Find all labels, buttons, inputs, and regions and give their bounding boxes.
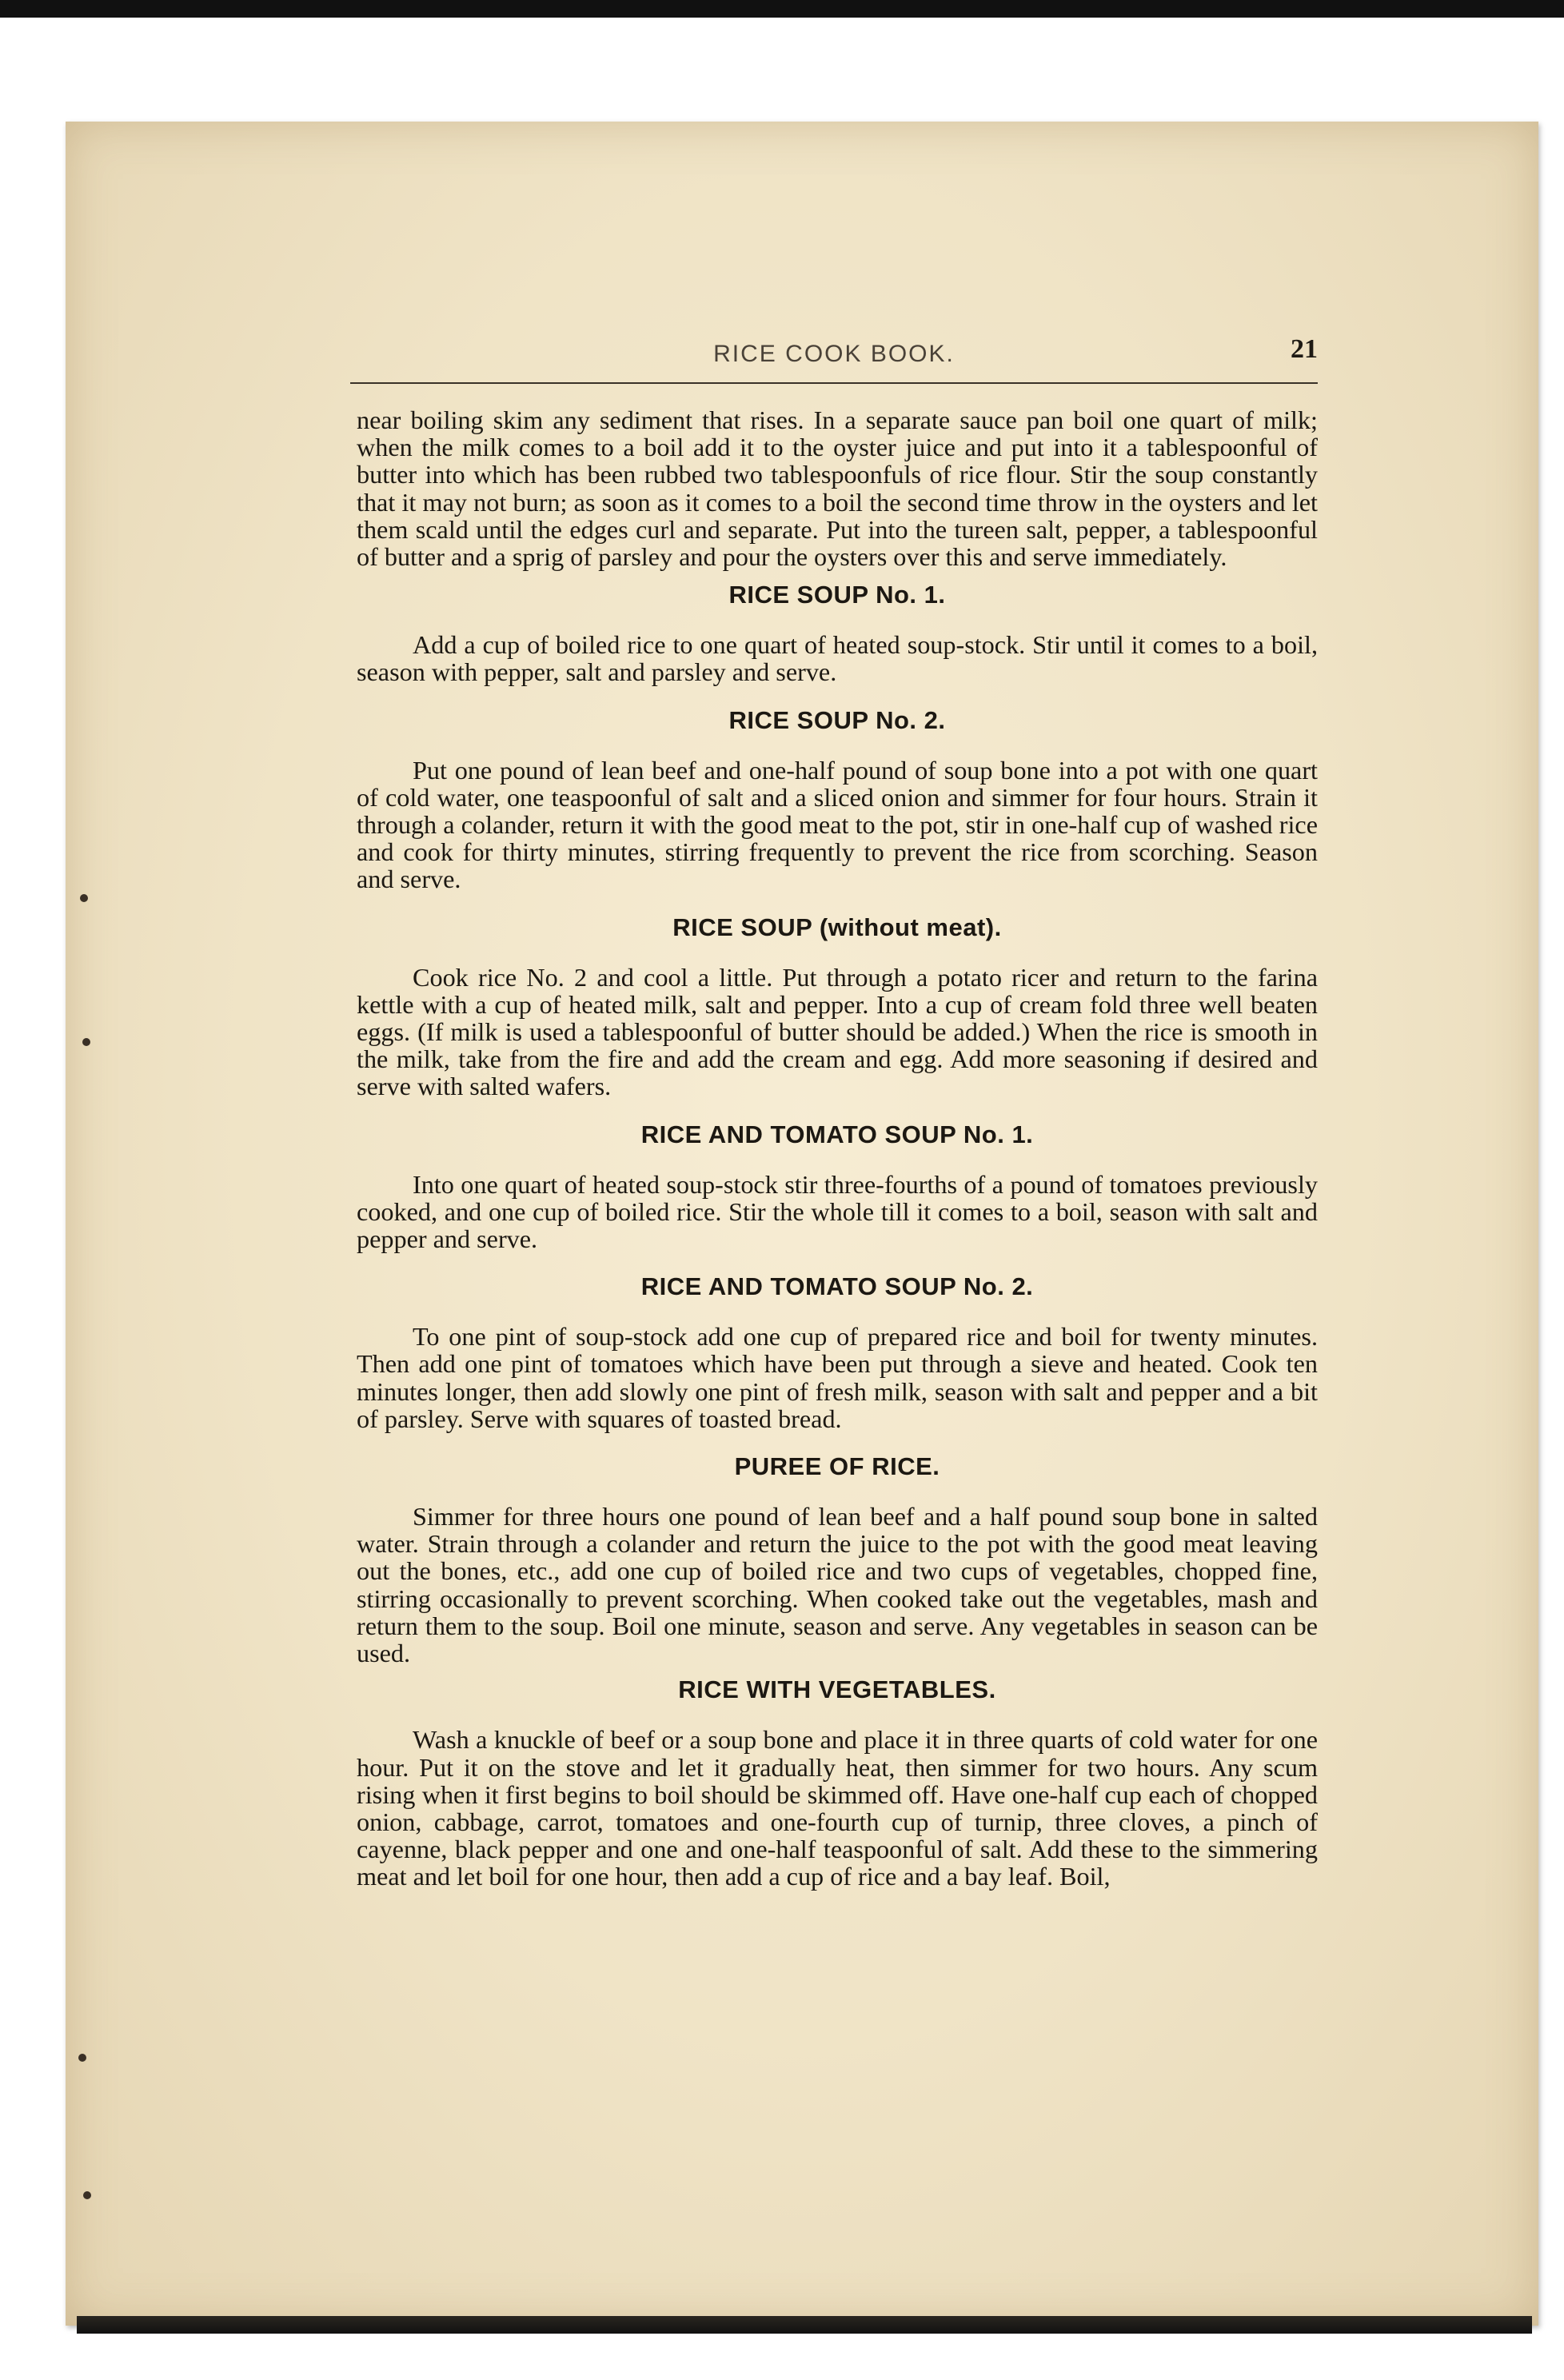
recipe-title: PUREE OF RICE.	[734, 1452, 940, 1481]
recipe-title: RICE AND TOMATO SOUP No. 1.	[640, 1120, 1034, 1148]
binding-hole	[78, 2054, 86, 2062]
recipe-title: RICE WITH VEGETABLES.	[678, 1675, 996, 1704]
recipe-text: Put one pound of lean beef and one-half pound of soup bone into a pot with one quart of cold water, one teaspoonful of salt and a sliced onion and simmer for four hours. Strain it through a colander, return it with the good meat to the pot, stir in one-half cup of washed rice and cook for thirty minutes, stirring frequently to prevent the rice from scorching. Season and serve.	[357, 755, 1318, 894]
page-number: 21	[1291, 334, 1318, 364]
binding-hole	[80, 894, 88, 902]
recipe-text: Wash a knuckle of beef or a soup bone and place it in three quarts of cold water for one hour. Put it on the stove and let it gradually heat, then simmer for two hours. Any scum rising when it first begins to boil should be skimmed off. Have one-half cup each of chopped onion, cabbage, carrot, tomatoes and one-fourth cup of turnip, three cloves, a pinch of cayenne, black pepper and one and one-half teaspoonful of salt. Add these to the simmering meat and let boil for one hour, then add a cup of rice and a bay leaf. Boil,	[357, 1725, 1318, 1891]
page-bottom-edge	[77, 2316, 1532, 2334]
recipe-title: RICE AND TOMATO SOUP No. 2.	[640, 1272, 1034, 1301]
binding-hole	[83, 2191, 91, 2199]
running-title: RICE COOK BOOK.	[713, 341, 955, 367]
recipe-text: Into one quart of heated soup-stock stir three-fourths of a pound of tomatoes previously cooked, and one cup of boiled rice. Stir the whole till it comes to a boil, season with salt and pepper and serve.	[357, 1169, 1318, 1254]
page-header	[350, 334, 1318, 384]
intro-paragraph: near boiling skim any sediment that rises. In a separate sauce pan boil one quart of milk; when the milk comes to a boil add it to the oyster juice and put into it a tablespoonful of butter into which has been rubbed two tablespoonfuls of rice flour. Stir the soup constantly that it may not burn; as soon as it comes to a boil the second time throw in the oysters and let them scald until the edges curl and separate. Put into the tureen salt, pepper, a tablespoonful of butter and a sprig of parsley and pour the oysters over this and serve immediately.	[357, 405, 1318, 572]
recipe-title: RICE SOUP No. 1.	[728, 581, 946, 609]
scan-top-border	[0, 0, 1564, 18]
recipe-text: Simmer for three hours one pound of lean beef and a half pound soup bone in salted water. Strain through a colander and return the juice to the pot with the good meat leaving out the bones, etc., add one cup of boiled rice and two cups of vegetables, chopped fine, stirring occasionally to prevent scorching. When cooked take out the vegetables, mash and return them to the soup. Boil one minute, season and serve. Any vegetables in season can be used.	[357, 1502, 1318, 1668]
recipe-text: To one pint of soup-stock add one cup of prepared rice and boil for twenty minutes. Then add one pint of tomatoes which have been put through a sieve and heated. Cook ten minutes longer, then add slowly one pint of fresh milk, season with salt and pepper and a bit of parsley. Serve with squares of toasted bread.	[357, 1322, 1318, 1433]
recipe-title: RICE SOUP (without meat).	[672, 912, 1002, 941]
recipe-text: Cook rice No. 2 and cool a little. Put through a potato ricer and return to the farina kettle with a cup of heated milk, salt and pepper. Into a cup of cream fold three well beaten eggs. (If milk is used a tablespoonful of butter should be added.) When the rice is smooth in the milk, take from the fire and add the cream and egg. Add more seasoning if desired and serve with salted wafers.	[357, 962, 1318, 1101]
recipe-title: RICE SOUP No. 2.	[728, 705, 946, 734]
page-body	[357, 406, 1318, 1891]
binding-hole	[82, 1038, 90, 1046]
recipe-text: Add a cup of boiled rice to one quart of heated soup-stock. Stir until it comes to a boil, season with pepper, salt and parsley and serve.	[357, 630, 1318, 687]
